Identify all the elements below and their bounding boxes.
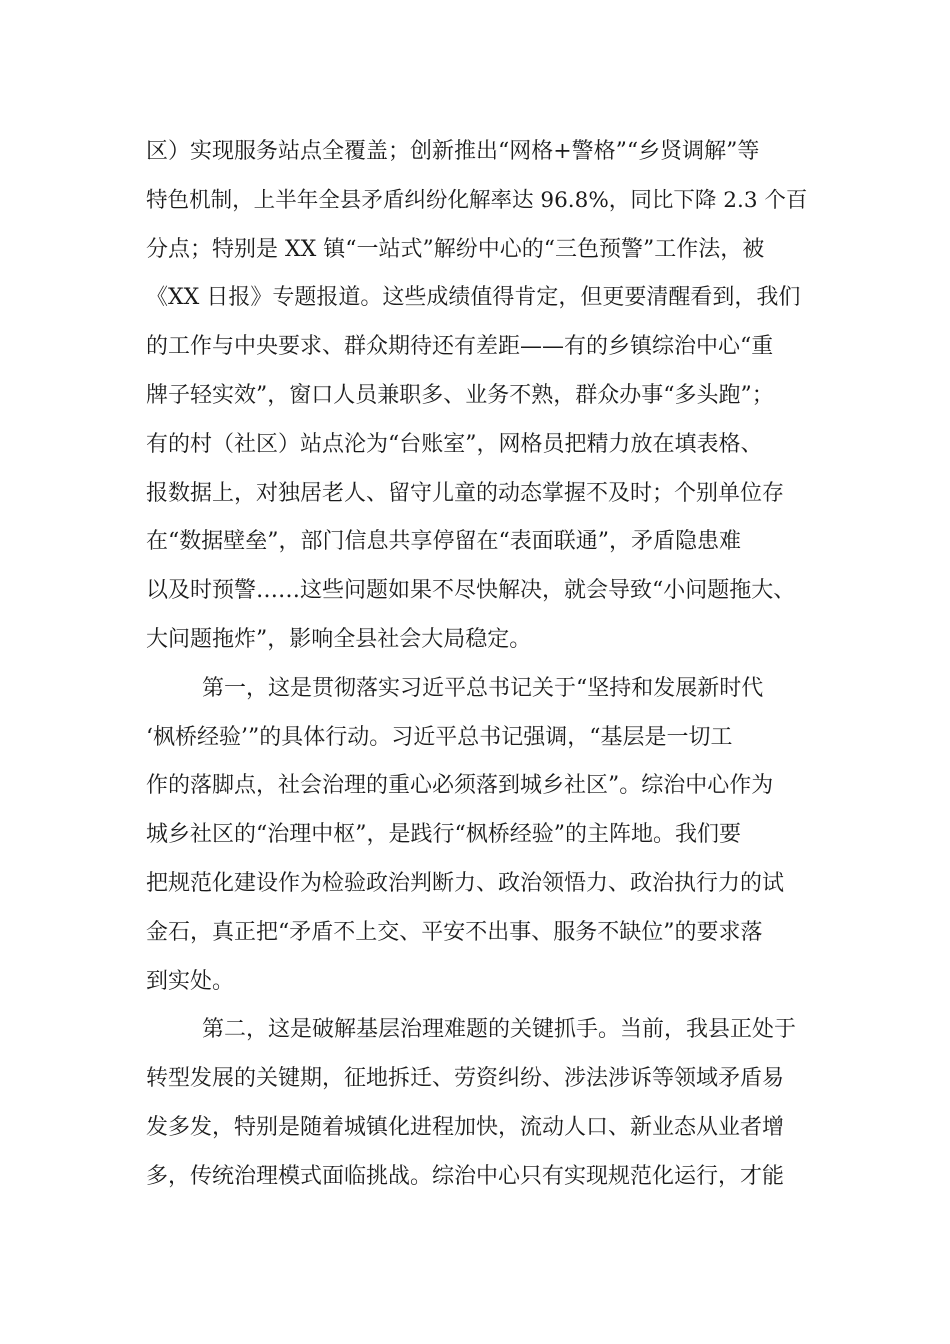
text-line: 到实处。 xyxy=(146,968,235,994)
text-line: 报数据上，对独居老人、留守儿童的动态掌握不及时；个别单位存 xyxy=(146,480,785,506)
text-line: 《XX 日报》专题报道。这些成绩值得肯定，但更要清醒看到，我们 xyxy=(146,285,801,311)
text-line: 作的落脚点，社会治理的重心必须落到城乡社区”。综治中心作为 xyxy=(146,773,774,799)
text-line: 特色机制，上半年全县矛盾纠纷化解率达 96.8%，同比下降 2.3 个百 xyxy=(146,187,808,213)
text-line: 城乡社区的“治理中枢”，是践行“枫桥经验”的主阵地。我们要 xyxy=(146,822,741,848)
text-line: 的工作与中央要求、群众期待还有差距——有的乡镇综治中心“重 xyxy=(146,334,774,360)
text-line: 发多发，特别是随着城镇化进程加快，流动人口、新业态从业者增 xyxy=(146,1114,785,1140)
paragraph-second-point xyxy=(146,1006,808,1201)
text-line: 牌子轻实效”，窗口人员兼职多、业务不熟，群众办事“多头跑”； xyxy=(146,382,774,408)
text-line: 第一，这是贯彻落实习近平总书记关于“坚持和发展新时代 xyxy=(202,675,764,701)
text-line: 有的村（社区）站点沦为“台账室”，网格员把精力放在填表格、 xyxy=(146,431,763,457)
text-line: 分点；特别是 XX 镇“一站式”解纷中心的“三色预警”工作法，被 xyxy=(146,236,765,262)
document-body xyxy=(146,128,808,1202)
text-line: 第二，这是破解基层治理难题的关键抓手。当前，我县正处于 xyxy=(202,1017,797,1043)
text-line: 转型发展的关键期，征地拆迁、劳资纠纷、涉法涉诉等领域矛盾易 xyxy=(146,1066,785,1092)
text-line: 把规范化建设作为检验政治判断力、政治领悟力、政治执行力的试 xyxy=(146,870,785,896)
paragraph-problems xyxy=(146,128,808,665)
text-line: ‘枫桥经验’”的具体行动。习近平总书记强调，“基层是一切工 xyxy=(146,724,733,750)
text-line: 多，传统治理模式面临挑战。综治中心只有实现规范化运行，才能 xyxy=(146,1163,785,1189)
paragraph-first-point xyxy=(146,665,808,1007)
text-line: 金石，真正把“矛盾不上交、平安不出事、服务不缺位”的要求落 xyxy=(146,919,763,945)
text-line: 在“数据壁垒”，部门信息共享停留在“表面联通”，矛盾隐患难 xyxy=(146,529,741,555)
text-line: 区）实现服务站点全覆盖；创新推出“网格+警格”“乡贤调解”等 xyxy=(146,139,760,164)
text-line: 以及时预警……这些问题如果不尽快解决，就会导致“小问题拖大、 xyxy=(146,578,796,604)
text-line: 大问题拖炸”，影响全县社会大局稳定。 xyxy=(146,626,532,652)
